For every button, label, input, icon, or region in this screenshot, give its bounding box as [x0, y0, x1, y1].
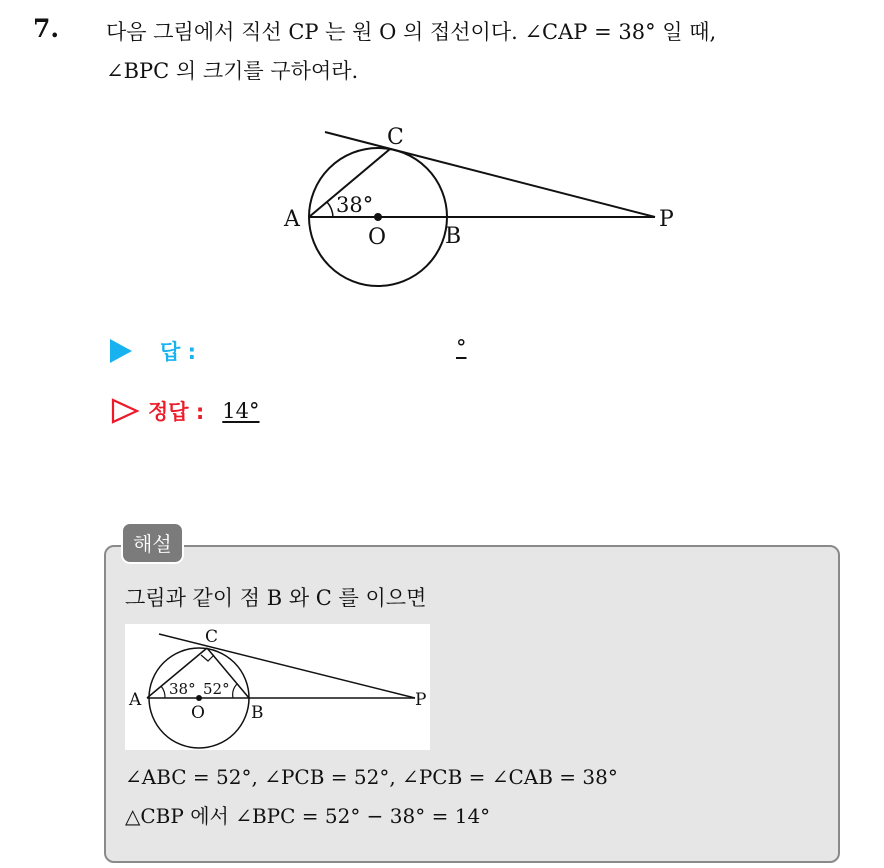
question-number: 7.	[33, 14, 60, 43]
sol-label-b: B	[251, 703, 264, 723]
label-p: P	[659, 207, 674, 232]
label-a: A	[284, 207, 300, 232]
solution-text-line3: △CBP 에서 ∠BPC = 52° − 38° = 14°	[125, 804, 491, 828]
correct-answer-value: 14°	[222, 399, 260, 423]
filled-triangle-icon	[110, 339, 132, 363]
answer-row	[110, 336, 467, 366]
sol-label-a: A	[129, 690, 142, 710]
correct-answer-label: 정답 :	[148, 400, 205, 424]
correct-answer-row	[110, 396, 260, 426]
sol-label-c: C	[205, 627, 219, 647]
sol-label-o: O	[191, 703, 205, 723]
sol-label-angle-52: 52°	[203, 680, 230, 698]
tangent-circle-figure	[275, 122, 695, 302]
answer-blank[interactable]: °	[456, 336, 467, 360]
label-b: B	[445, 224, 462, 249]
outline-triangle-icon	[110, 398, 140, 424]
sol-label-p: P	[415, 690, 427, 710]
solution-text-line2: ∠ABC = 52°, ∠PCB = 52°, ∠PCB = ∠CAB = 38°	[125, 765, 618, 789]
solution-text-line1: 그림과 같이 점 B 와 C 를 이으면	[125, 586, 427, 610]
label-angle-38: 38°	[336, 193, 374, 217]
label-o: O	[368, 225, 387, 250]
sol-label-angle-38: 38°	[169, 680, 196, 698]
answer-label: 답 :	[160, 340, 196, 364]
solution-figure	[125, 624, 430, 750]
question-text-line1: 다음 그림에서 직선 CP 는 원 O 의 접선이다. ∠CAP = 38° 일 때,	[106, 20, 717, 44]
solution-tag: 해설	[121, 522, 184, 564]
question-text-line2: ∠BPC 의 크기를 구하여라.	[106, 59, 359, 83]
label-c: C	[387, 125, 404, 150]
